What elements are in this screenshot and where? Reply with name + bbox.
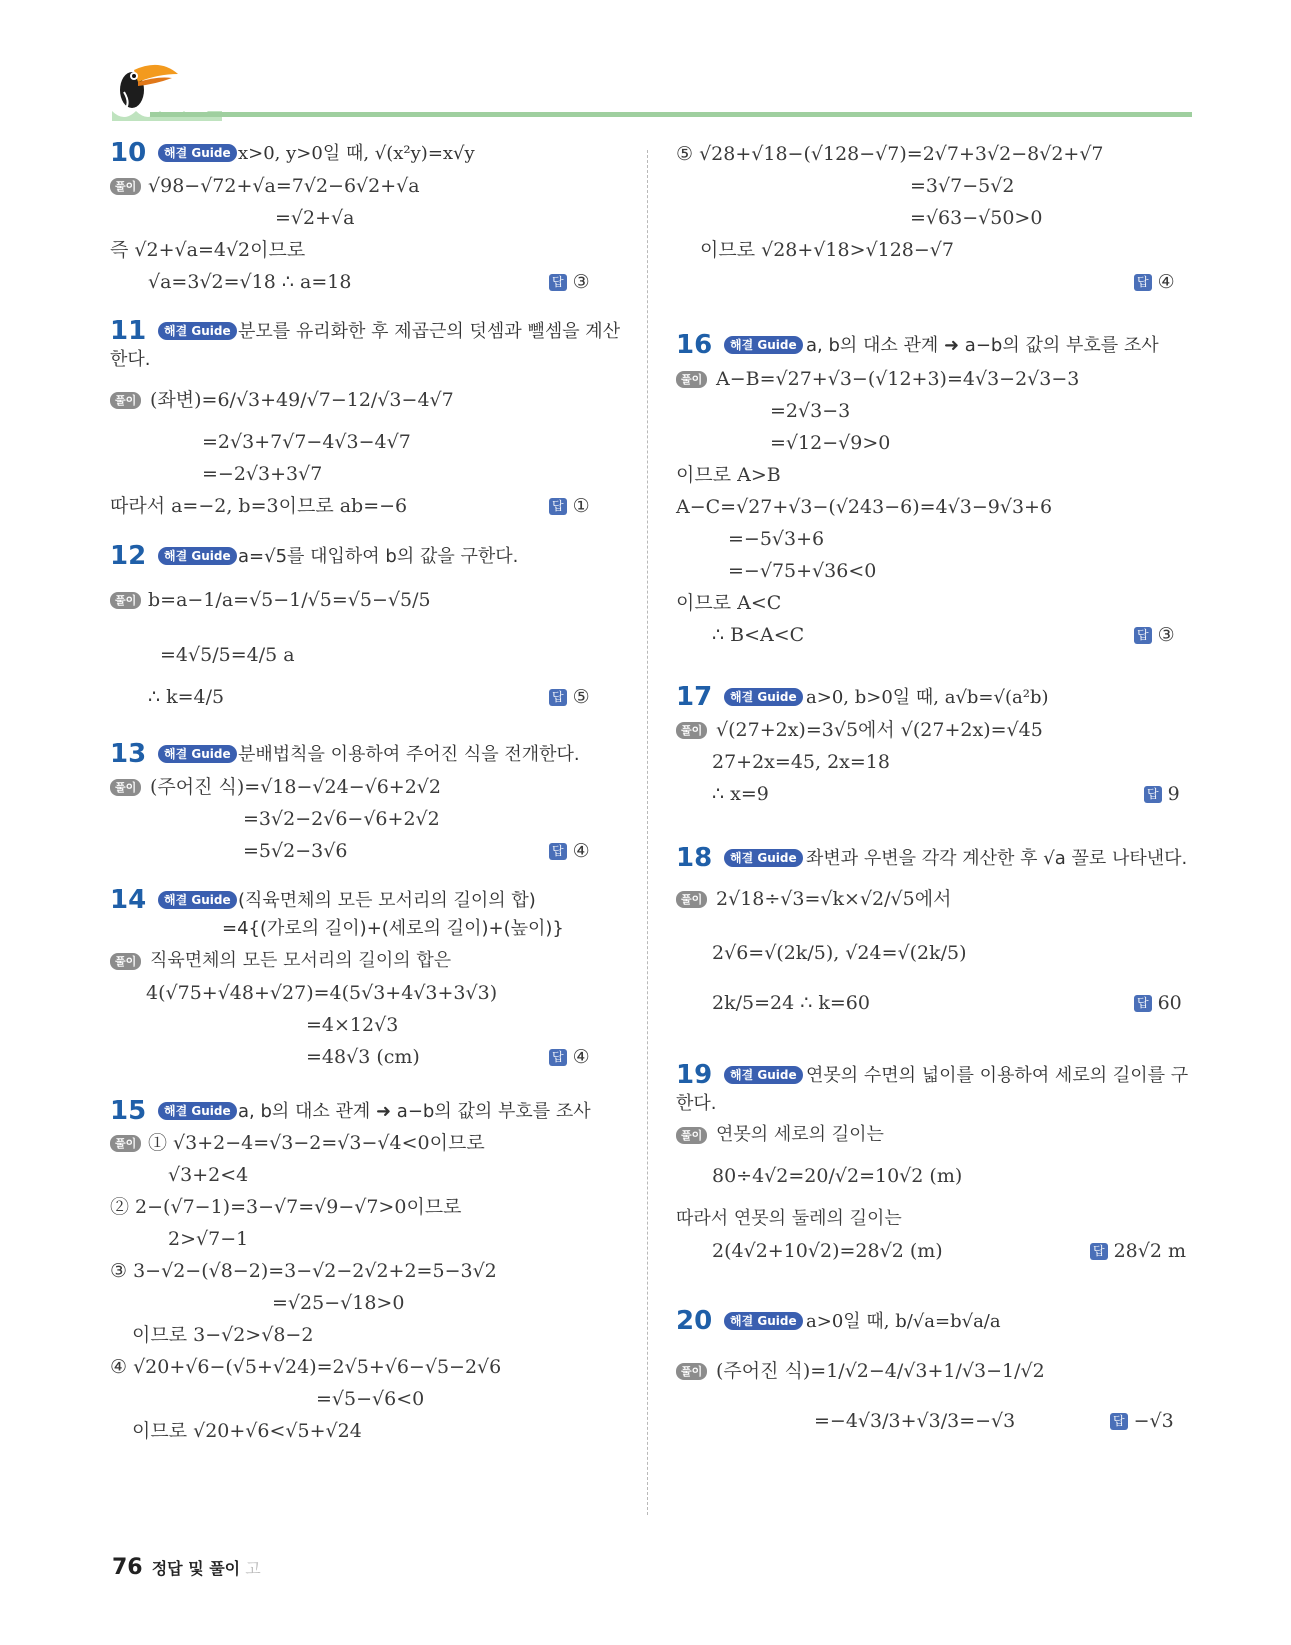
solution-line: ∴ B<A<C bbox=[712, 624, 805, 646]
answer-value: 60 bbox=[1157, 992, 1182, 1014]
solution-badge: 풀이 bbox=[676, 891, 707, 908]
answer-badge: 답 bbox=[549, 843, 567, 860]
guide-text: 분배법칙을 이용하여 주어진 식을 전개한다. bbox=[238, 744, 580, 765]
problem-number-12: 12 bbox=[110, 541, 147, 571]
solution-line: =√63−√50>0 bbox=[910, 207, 1043, 229]
solution-badge: 풀이 bbox=[110, 392, 141, 409]
solution-badge: 풀이 bbox=[110, 953, 141, 970]
answer-value: ④ bbox=[1157, 271, 1175, 293]
solution-line: 연못의 세로의 길이는 bbox=[716, 1124, 884, 1145]
solution-line: 2>√7−1 bbox=[168, 1228, 249, 1250]
page-footer bbox=[112, 1555, 261, 1580]
answer-badge: 답 bbox=[549, 689, 567, 706]
guide-text-cont: 한다. bbox=[110, 349, 151, 370]
solution-line: 따라서 a=−2, b=3이므로 ab=−6 bbox=[110, 495, 408, 517]
solution-line: ∴ k=4/5 bbox=[148, 686, 225, 708]
solution-line: 2√18÷√3=√k×√2/√5에서 bbox=[716, 888, 952, 910]
problem-number-11: 11 bbox=[110, 316, 147, 346]
solution-line: 직육면체의 모든 모서리의 길이의 합은 bbox=[150, 950, 452, 971]
solution-line: 이므로 A>B bbox=[676, 464, 781, 486]
solution-line: √3+2<4 bbox=[168, 1164, 249, 1186]
guide-text: (직육면체의 모든 모서리의 길이의 합) bbox=[238, 890, 536, 911]
footer-title: 정답 및 풀이 bbox=[151, 1559, 241, 1578]
answer bbox=[549, 269, 590, 295]
solution-line: 4(√75+√48+√27)=4(5√3+4√3+3√3) bbox=[146, 982, 498, 1004]
solution-line: 즉 √2+√a=4√2이므로 bbox=[110, 239, 306, 261]
answer-badge: 답 bbox=[1144, 786, 1162, 803]
guide-text: a>0일 때, b/√a=b√a/a bbox=[806, 1311, 1001, 1332]
solution-line: ∴ x=9 bbox=[712, 783, 769, 805]
solution-line: 이므로 √28+√18>√128−√7 bbox=[700, 239, 954, 261]
answer-value: 28√2 m bbox=[1113, 1240, 1187, 1262]
solution-line: √(27+2x)=3√5에서 √(27+2x)=√45 bbox=[716, 719, 1043, 741]
solution-line: 2√6=√(2k/5), √24=√(2k/5) bbox=[712, 942, 967, 964]
column-divider bbox=[647, 150, 648, 1515]
guide-text: 좌변과 우변을 각각 계산한 후 √a 꼴로 나타낸다. bbox=[806, 848, 1188, 869]
solution-line: 2(4√2+10√2)=28√2 (m) bbox=[712, 1240, 943, 1262]
solution-line: √a=3√2=√18 ∴ a=18 bbox=[148, 271, 352, 293]
solution-line: =−2√3+3√7 bbox=[202, 463, 323, 485]
solution-badge: 풀이 bbox=[676, 722, 707, 739]
problem-number-18: 18 bbox=[676, 843, 713, 873]
problem-number-10: 10 bbox=[110, 138, 147, 168]
solution-line: ② 2−(√7−1)=3−√7=√9−√7>0이므로 bbox=[110, 1196, 462, 1218]
guide-text-cont: 한다. bbox=[676, 1093, 717, 1114]
problem-number-20: 20 bbox=[676, 1306, 713, 1336]
solution-line: (좌변)=6/√3+49/√7−12/√3−4√7 bbox=[150, 389, 454, 411]
guide-badge: 해결 Guide bbox=[724, 1312, 803, 1330]
solution-line: A−C=√27+√3−(√243−6)=4√3−9√3+6 bbox=[676, 496, 1053, 518]
solution-line: =2√3+7√7−4√3−4√7 bbox=[202, 431, 411, 453]
answer-value: ④ bbox=[572, 840, 590, 862]
solution-line: =48√3 (cm) bbox=[306, 1046, 420, 1068]
guide-badge: 해결 Guide bbox=[158, 1102, 237, 1120]
solution-line: 80÷4√2=20/√2=10√2 (m) bbox=[712, 1165, 963, 1187]
answer-value: ① bbox=[572, 495, 590, 517]
solution-line: =−√75+√36<0 bbox=[728, 560, 877, 582]
solution-line: =2√3−3 bbox=[770, 400, 851, 422]
problem-number-16: 16 bbox=[676, 330, 713, 360]
solution-badge: 풀이 bbox=[676, 1127, 707, 1144]
answer-badge: 답 bbox=[1090, 1243, 1108, 1260]
solution-line: b=a−1/a=√5−1/√5=√5−√5/5 bbox=[148, 589, 431, 611]
solution-line: 이므로 √20+√6<√5+√24 bbox=[132, 1420, 362, 1442]
solution-line: =√25−√18>0 bbox=[272, 1292, 405, 1314]
guide-text: x>0, y>0일 때, √(x²y)=x√y bbox=[238, 143, 475, 164]
problem-number-17: 17 bbox=[676, 682, 713, 712]
guide-text-cont: =4{(가로의 길이)+(세로의 길이)+(높이)} bbox=[222, 918, 564, 939]
guide-badge: 해결 Guide bbox=[724, 1066, 803, 1084]
answer bbox=[1110, 1408, 1174, 1434]
solution-badge: 풀이 bbox=[110, 592, 141, 609]
header-rule bbox=[150, 112, 1192, 117]
answer bbox=[1090, 1238, 1186, 1264]
answer bbox=[549, 838, 590, 864]
solution-badge: 풀이 bbox=[110, 779, 141, 796]
answer bbox=[1134, 990, 1182, 1016]
solution-line: =4×12√3 bbox=[306, 1014, 399, 1036]
solution-line: (주어진 식)=√18−√24−√6+2√2 bbox=[150, 776, 442, 798]
solution-line: 따라서 연못의 둘레의 길이는 bbox=[676, 1208, 902, 1229]
solution-line: =√5−√6<0 bbox=[316, 1388, 425, 1410]
guide-text: a=√5를 대입하여 b의 값을 구한다. bbox=[238, 546, 519, 567]
problem-number-19: 19 bbox=[676, 1060, 713, 1090]
solution-line: 27+2x=45, 2x=18 bbox=[712, 751, 890, 773]
answer-value: ⑤ bbox=[572, 686, 590, 708]
solution-line: =5√2−3√6 bbox=[243, 840, 348, 862]
answer-badge: 답 bbox=[549, 1049, 567, 1066]
solution-line: =3√2−2√6−√6+2√2 bbox=[243, 808, 440, 830]
solution-line: ① √3+2−4=√3−2=√3−√4<0이므로 bbox=[148, 1132, 485, 1154]
solution-line: ⑤ √28+√18−(√128−√7)=2√7+3√2−8√2+√7 bbox=[676, 143, 1104, 165]
guide-badge: 해결 Guide bbox=[158, 144, 237, 162]
problem-number-13: 13 bbox=[110, 739, 147, 769]
guide-badge: 해결 Guide bbox=[724, 849, 803, 867]
solution-line: =−4√3/3+√3/3=−√3 bbox=[814, 1410, 1016, 1432]
solution-line: A−B=√27+√3−(√12+3)=4√3−2√3−3 bbox=[716, 368, 1080, 390]
answer-badge: 답 bbox=[1134, 627, 1152, 644]
answer-badge: 답 bbox=[549, 498, 567, 515]
guide-text: a>0, b>0일 때, a√b=√(a²b) bbox=[806, 687, 1049, 708]
answer-badge: 답 bbox=[1110, 1413, 1128, 1430]
solution-line: 2k/5=24 ∴ k=60 bbox=[712, 992, 870, 1014]
problem-number-14: 14 bbox=[110, 885, 147, 915]
solution-line: 이므로 3−√2>√8−2 bbox=[132, 1324, 314, 1346]
answer-value: ④ bbox=[572, 1046, 590, 1068]
answer bbox=[549, 684, 590, 710]
solution-line: =3√7−5√2 bbox=[910, 175, 1015, 197]
guide-badge: 해결 Guide bbox=[158, 891, 237, 909]
answer-badge: 답 bbox=[1134, 274, 1152, 291]
solution-line: =√12−√9>0 bbox=[770, 432, 891, 454]
answer bbox=[549, 1044, 590, 1070]
answer bbox=[1134, 622, 1175, 648]
guide-badge: 해결 Guide bbox=[158, 547, 237, 565]
guide-badge: 해결 Guide bbox=[724, 688, 803, 706]
solution-line: ③ 3−√2−(√8−2)=3−√2−2√2+2=5−3√2 bbox=[110, 1260, 497, 1282]
solution-line: =4√5/5=4/5 a bbox=[160, 644, 295, 666]
answer-value: −√3 bbox=[1133, 1410, 1174, 1432]
guide-badge: 해결 Guide bbox=[724, 336, 803, 354]
guide-text: 분모를 유리화한 후 제곱근의 덧셈과 뺄셈을 계산 bbox=[238, 321, 621, 342]
answer-value: ③ bbox=[1157, 624, 1175, 646]
solution-line: =−5√3+6 bbox=[728, 528, 825, 550]
solution-line: =√2+√a bbox=[275, 207, 355, 229]
guide-text: 연못의 수면의 넓이를 이용하여 세로의 길이를 구 bbox=[806, 1065, 1189, 1086]
answer-value: ③ bbox=[572, 271, 590, 293]
footer-ghost-text: 고 bbox=[245, 1559, 261, 1578]
solution-line: 이므로 A<C bbox=[676, 592, 782, 614]
solution-badge: 풀이 bbox=[110, 178, 141, 195]
guide-text: a, b의 대소 관계 ➜ a−b의 값의 부호를 조사 bbox=[806, 335, 1159, 356]
answer bbox=[1134, 269, 1175, 295]
wave-decoration bbox=[112, 101, 222, 121]
guide-text: a, b의 대소 관계 ➜ a−b의 값의 부호를 조사 bbox=[238, 1101, 591, 1122]
solution-line: ④ √20+√6−(√5+√24)=2√5+√6−√5−2√6 bbox=[110, 1356, 502, 1378]
guide-badge: 해결 Guide bbox=[158, 322, 237, 340]
page-number: 76 bbox=[112, 1555, 143, 1580]
solution-badge: 풀이 bbox=[676, 371, 707, 388]
answer bbox=[549, 493, 590, 519]
answer bbox=[1144, 781, 1180, 807]
guide-badge: 해결 Guide bbox=[158, 745, 237, 763]
answer-badge: 답 bbox=[1134, 995, 1152, 1012]
solution-badge: 풀이 bbox=[676, 1363, 707, 1380]
solution-line: (주어진 식)=1/√2−4/√3+1/√3−1/√2 bbox=[716, 1360, 1045, 1382]
answer-badge: 답 bbox=[549, 274, 567, 291]
solution-badge: 풀이 bbox=[110, 1135, 141, 1152]
answer-value: 9 bbox=[1167, 783, 1180, 805]
solution-line: √98−√72+√a=7√2−6√2+√a bbox=[148, 175, 420, 197]
problem-number-15: 15 bbox=[110, 1096, 147, 1126]
